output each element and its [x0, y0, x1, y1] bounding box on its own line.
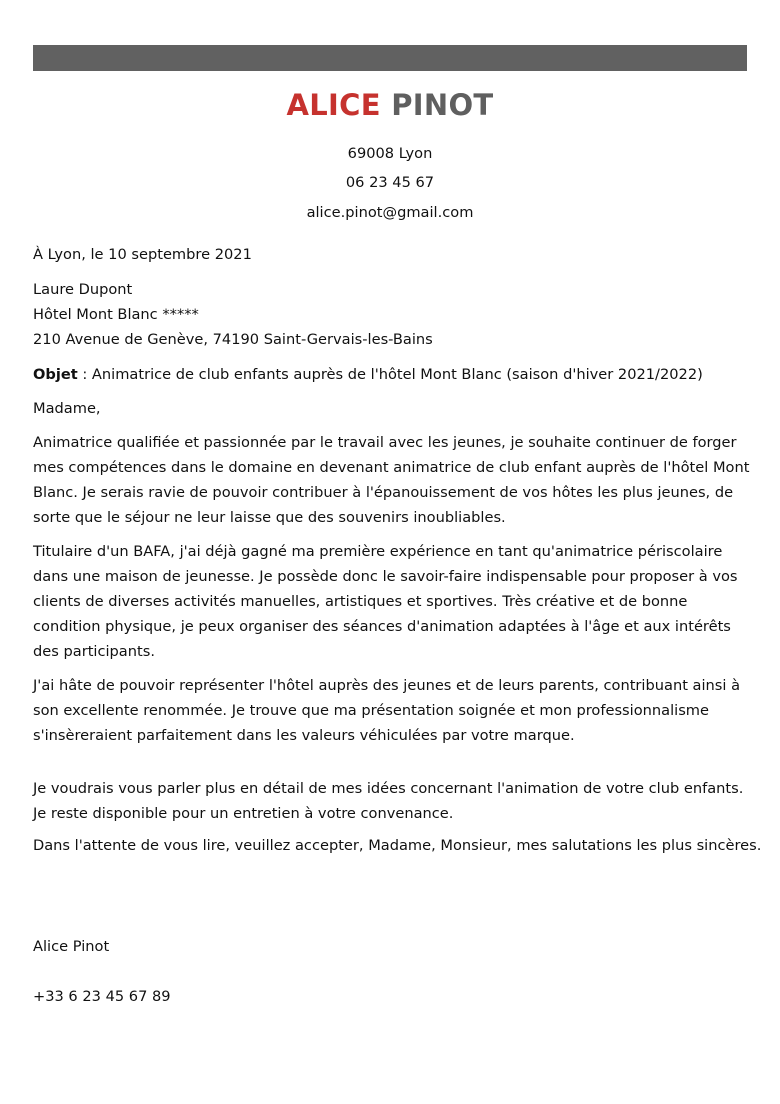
subject-line — [33, 366, 703, 383]
signature-phone: +33 6 23 45 67 89 — [33, 988, 171, 1005]
closing: Dans l'attente de vous lire, veuillez accepter, Madame, Monsieur, mes salutations les plus sincères. — [33, 837, 762, 854]
signature: Alice Pinot — [33, 938, 110, 955]
subject-text: : Animatrice de club enfants auprès de l'hôtel Mont Blanc (saison d'hiver 2021/2022) — [77, 366, 703, 383]
date-line: À Lyon, le 10 septembre 2021 — [33, 246, 252, 263]
body-paragraph-2: Titulaire d'un BAFA, j'ai déjà gagné ma première expérience en tant qu'animatrice périscolaire dans une maison de jeunesse. Je possède donc le savoir-faire indispensable pour proposer à vos clients de diverses activités manuelles, artistiques et sportives. Très créative et de bonne condition physique, je peux organiser des séances d'animation adaptées à l'âge et aux intérêts des participants. — [33, 543, 738, 660]
recipient-name: Laure Dupont — [33, 281, 133, 298]
contact-email: alice.pinot@gmail.com — [306, 204, 474, 221]
first-name: ALICE — [286, 88, 381, 122]
body-paragraph-4: Je voudrais vous parler plus en détail de mes idées concernant l'animation de votre club enfants. Je reste disponible pour un entretien à votre convenance. — [33, 780, 744, 822]
recipient-address: 210 Avenue de Genève, 74190 Saint-Gervais-les-Bains — [33, 331, 433, 348]
last-name: PINOT — [391, 88, 494, 122]
recipient-company: Hôtel Mont Blanc ***** — [33, 306, 199, 323]
salutation: Madame, — [33, 400, 101, 417]
contact-phone: 06 23 45 67 — [345, 174, 435, 191]
header-bar — [33, 45, 747, 71]
body-paragraph-1: Animatrice qualifiée et passionnée par le travail avec les jeunes, je souhaite continuer de forger mes compétences dans le domaine en devenant animatrice de club enfant auprès de l'hôtel Mont Blanc. Je serais ravie de pouvoir contribuer à l'épanouissement de vos hôtes les plus jeunes, de sorte que le séjour ne leur laisse que des souvenirs inoubliables. — [33, 434, 750, 526]
contact-address: 69008 Lyon — [347, 145, 433, 162]
subject-label: Objet — [33, 366, 78, 383]
applicant-name — [0, 88, 780, 122]
body-paragraph-3: J'ai hâte de pouvoir représenter l'hôtel auprès des jeunes et de leurs parents, contribuant ainsi à son excellente renommée. Je trouve que ma présentation soignée et mon professionnalisme s'insèreraient parfaitement dans les valeurs véhiculées par votre marque. — [33, 677, 741, 744]
